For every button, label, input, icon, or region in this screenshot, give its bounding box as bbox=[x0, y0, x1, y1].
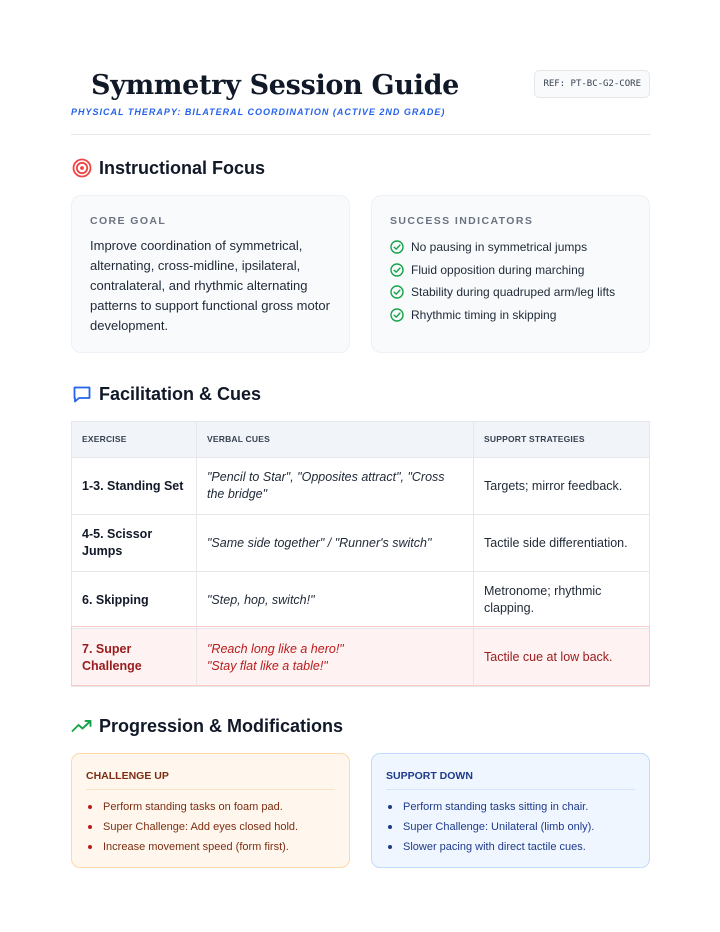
indicator-text: Rhythmic timing in skipping bbox=[411, 307, 557, 322]
section-progression bbox=[71, 713, 343, 739]
section-heading: Facilitation & Cues bbox=[99, 383, 262, 404]
support-down-list bbox=[386, 797, 594, 857]
list-item bbox=[390, 304, 615, 327]
core-goal-text: Improve coordination of symmetrical, alternating, cross-midline, ipsilateral, contralateral, and rhythmic alternating patterns to support functional gross motor development. bbox=[90, 238, 330, 333]
table-row bbox=[72, 457, 649, 514]
indicator-text: Fluid opposition during marching bbox=[411, 262, 585, 277]
core-goal-label: CORE GOAL bbox=[90, 215, 167, 227]
check-circle-icon bbox=[390, 263, 404, 277]
page-title: Symmetry Session Guide bbox=[91, 70, 460, 101]
verbal-cue-cell: "Reach long like a hero!" "Stay flat like a table!" bbox=[197, 629, 474, 686]
divider bbox=[86, 789, 335, 790]
indicator-text: Stability during quadruped arm/leg lifts bbox=[411, 285, 616, 300]
exercise-cell: 1-3. Standing Set bbox=[72, 458, 197, 514]
list-item-text: Super Challenge: Unilateral (limb only). bbox=[403, 821, 595, 833]
table-row-highlighted bbox=[72, 628, 649, 686]
support-cell: Tactile side differentiation. bbox=[484, 535, 628, 550]
list-item bbox=[390, 259, 615, 282]
challenge-up-label: CHALLENGE UP bbox=[86, 770, 169, 782]
column-header-support: SUPPORT STRATEGIES bbox=[484, 434, 585, 444]
list-item-text: Increase movement speed (form first). bbox=[103, 841, 289, 853]
exercise-cell: 7. Super Challenge bbox=[72, 629, 197, 686]
table-row bbox=[72, 514, 649, 571]
indicator-text: No pausing in symmetrical jumps bbox=[411, 240, 588, 255]
list-item bbox=[390, 281, 615, 304]
page-subtitle: PHYSICAL THERAPY: BILATERAL COORDINATION (ACTIVE 2ND GRADE) bbox=[71, 107, 446, 117]
header bbox=[71, 68, 650, 135]
list-item bbox=[390, 236, 615, 259]
section-facilitation-cues bbox=[71, 381, 261, 407]
bullet-icon bbox=[388, 845, 392, 849]
chat-bubble-icon bbox=[71, 383, 93, 405]
bullet-icon bbox=[388, 825, 392, 829]
table-row bbox=[72, 571, 649, 628]
list-item-text: Super Challenge: Add eyes closed hold. bbox=[103, 821, 299, 833]
bullet-icon bbox=[88, 825, 92, 829]
column-header-exercise: EXERCISE bbox=[72, 422, 197, 457]
list-item bbox=[386, 837, 594, 857]
reference-badge: REF: PT-BC-G2-CORE bbox=[534, 70, 650, 98]
check-circle-icon bbox=[390, 240, 404, 254]
support-down-box bbox=[371, 753, 650, 868]
success-indicators-card bbox=[371, 195, 650, 353]
list-item bbox=[86, 797, 298, 817]
support-cell: Metronome; rhythmic clapping. bbox=[484, 584, 602, 615]
check-circle-icon bbox=[390, 308, 404, 322]
trending-up-icon bbox=[71, 715, 93, 737]
challenge-up-list bbox=[86, 797, 298, 857]
list-item bbox=[86, 837, 298, 857]
bullet-icon bbox=[88, 845, 92, 849]
bullet-icon bbox=[388, 805, 392, 809]
section-heading: Progression & Modifications bbox=[99, 715, 344, 736]
column-header-verbal-cues: VERBAL CUES bbox=[197, 422, 474, 457]
table-header-row bbox=[72, 422, 649, 457]
list-item-text: Perform standing tasks sitting in chair. bbox=[403, 801, 589, 813]
verbal-cue-cell: "Pencil to Star", "Opposites attract", "Cross the bridge" bbox=[197, 458, 474, 514]
check-circle-icon bbox=[390, 285, 404, 299]
support-cell: Targets; mirror feedback. bbox=[484, 478, 623, 493]
target-icon bbox=[71, 157, 93, 179]
list-item bbox=[386, 797, 594, 817]
list-item bbox=[386, 817, 594, 837]
section-instructional-focus bbox=[71, 155, 265, 181]
divider bbox=[386, 789, 635, 790]
list-item bbox=[86, 817, 298, 837]
section-heading: Instructional Focus bbox=[99, 157, 266, 178]
list-item-text: Slower pacing with direct tactile cues. bbox=[403, 841, 586, 853]
success-indicators-list bbox=[390, 236, 615, 326]
list-item-text: Perform standing tasks on foam pad. bbox=[103, 801, 283, 813]
challenge-up-box bbox=[71, 753, 350, 868]
exercise-cell: 6. Skipping bbox=[72, 572, 197, 628]
verbal-cue-cell: "Same side together" / "Runner's switch" bbox=[197, 515, 474, 571]
support-down-label: SUPPORT DOWN bbox=[386, 770, 473, 782]
verbal-cue-cell: "Step, hop, switch!" bbox=[197, 572, 474, 628]
bullet-icon bbox=[88, 805, 92, 809]
core-goal-card bbox=[71, 195, 350, 353]
cues-table bbox=[71, 421, 650, 687]
support-cell: Tactile cue at low back. bbox=[484, 650, 613, 664]
exercise-cell: 4-5. Scissor Jumps bbox=[72, 515, 197, 571]
success-indicators-label: SUCCESS INDICATORS bbox=[390, 215, 534, 227]
